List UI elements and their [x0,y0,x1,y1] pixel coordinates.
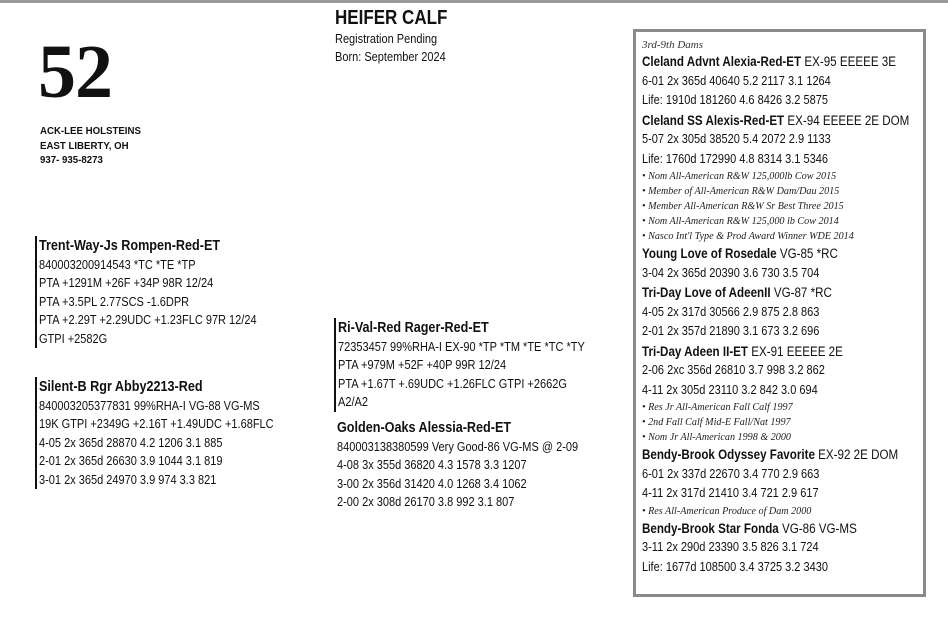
dam-record: 6-01 2x 365d 40640 5.2 2117 3.1 1264 [642,73,831,88]
dam-entry-name [642,52,896,72]
consignor-block [40,124,141,168]
consignor-name: ACK-LEE HOLSTEINS [40,125,141,137]
dam-name: Bendy-Brook Odyssey Favorite [642,447,815,462]
dam-name: Tri-Day Love of AdeenII [642,285,771,300]
dam-block [35,377,306,489]
dam-sire-line: 72353457 99%RHA-I EX-90 *TP *TM *TE *TC *TY [338,340,585,354]
dam-score: EX-91 EEEEE 2E [748,343,843,359]
sire-line: GTPI +2582G [39,331,108,346]
dam-record: 3-11 2x 290d 23390 3.5 826 3.1 724 [642,540,819,554]
dam-award-note: • Nom Jr All-American 1998 & 2000 [642,431,791,443]
dam-record: 4-05 2x 317d 30566 2.9 875 2.8 863 [642,304,820,319]
granddam-line: 3-00 2x 356d 31420 4.0 1268 3.4 1062 [337,476,527,491]
granddam-line: 2-00 2x 308d 26170 3.8 992 3.1 807 [337,495,515,510]
dam-score: VG-87 *RC [770,285,832,300]
dam-sire-block [334,318,618,412]
dam-score: EX-95 EEEEE 3E [801,54,896,69]
dams-header: 3rd-9th Dams [642,39,704,51]
dam-record: Life: 1910d 181260 4.6 8426 3.2 5875 [642,93,828,107]
dam-entry-name [642,342,884,362]
dam-entry-name [642,111,910,131]
dam-sire-line: PTA +979M +52F +40P 99R 12/24 [338,358,507,373]
dam-score: VG-85 *RC [776,246,838,261]
sire-line: PTA +1291M +26F +34P 98R 12/24 [39,276,214,291]
lot-number: 52 [38,30,112,114]
registration-status: Registration Pending [335,32,438,46]
dam-score: VG-86 VG-MS [778,520,857,536]
dam-record: 5-07 2x 305d 38520 5.4 2072 2.9 1133 [642,132,831,146]
dam-award-note: • Member All-American R&W Sr Best Three 2015 [642,200,844,212]
dam-award-note: • Res All-American Produce of Dam 2000 [642,504,812,517]
sire-line: PTA +2.29T +2.29UDC +1.23FLC 97R 12/24 [39,313,257,328]
sire-block [35,236,286,348]
granddam-name: Golden-Oaks Alessia-Red-ET [337,420,512,436]
dam-score: EX-94 EEEEE 2E DOM [784,112,910,128]
dam-entry-name [642,244,884,264]
dam-award-note: • 2nd Fall Calf Mid-E Fall/Nat 1997 [642,416,791,428]
granddam-block [337,418,611,512]
dam-name: Silent-B Rgr Abby2213-Red [39,379,203,395]
dam-line: 3-01 2x 365d 24970 3.9 974 3.3 821 [39,472,217,487]
dam-name: Tri-Day Adeen II-ET [642,343,749,359]
dam-award-note: • Member of All-American R&W Dam/Dau 2015 [642,185,840,197]
dam-award-note: • Nasco Int'l Type & Prod Award Winner WDE 2014 [642,230,854,242]
dam-record: Life: 1760d 172990 4.8 8314 3.1 5346 [642,151,828,166]
dam-record: Life: 1677d 108500 3.4 3725 3.2 3430 [642,559,828,574]
top-rule [0,0,948,3]
dam-line: 2-01 2x 365d 26630 3.9 1044 3.1 819 [39,454,223,469]
dam-record: 2-06 2xc 356d 26810 3.7 998 3.2 862 [642,363,825,377]
dam-line: 840003205377831 99%RHA-I VG-88 VG-MS [39,399,260,413]
animal-type: HEIFER CALF [335,7,448,29]
dam-award-note: • Res Jr All-American Fall Calf 1997 [642,401,793,413]
dam-name: Cleland SS Alexis-Red-ET [642,112,785,128]
sire-line: 840003200914543 *TC *TE *TP [39,258,196,272]
sire-line: PTA +3.5PL 2.77SCS -1.6DPR [39,294,190,309]
dam-sire-line: A2/A2 [338,395,368,410]
dam-record: 4-11 2x 317d 21410 3.4 721 2.9 617 [642,486,819,500]
dam-record: 2-01 2x 357d 21890 3.1 673 3.2 696 [642,324,820,338]
dam-name: Bendy-Brook Star Fonda [642,520,779,536]
dam-sire-name: Ri-Val-Red Rager-Red-ET [338,320,489,336]
granddam-line: 4-08 3x 355d 36820 4.3 1578 3.3 1207 [337,458,527,473]
dam-record: 3-04 2x 365d 20390 3.6 730 3.5 704 [642,265,820,280]
dam-line: 19K GTPI +2349G +2.16T +1.49UDC +1.68FLC [39,417,274,432]
dam-name: Young Love of Rosedale [642,246,777,261]
dam-list [642,52,923,577]
dam-score: EX-92 2E DOM [814,447,899,462]
dam-entry-name [642,519,884,539]
animal-header [335,6,467,66]
maternal-dams-box [633,29,926,597]
dam-entry-name [642,283,884,303]
dam-record: 4-11 2x 305d 23110 3.2 842 3.0 694 [642,382,818,397]
granddam-line: 840003138380599 Very Good-86 VG-MS @ 2-09 [337,440,579,454]
dam-record: 6-01 2x 337d 22670 3.4 770 2.9 663 [642,466,820,481]
dam-award-note: • Nom All-American R&W 125,000lb Cow 2015 [642,170,837,182]
dam-sire-line: PTA +1.67T +.69UDC +1.26FLC GTPI +2662G [338,376,567,391]
dam-entry-name [642,445,899,465]
dam-line: 4-05 2x 365d 28870 4.2 1206 3.1 885 [39,435,223,450]
consignor-phone: 937- 935-8273 [40,154,103,166]
sire-name: Trent-Way-Js Rompen-Red-ET [39,238,221,254]
consignor-location: EAST LIBERTY, OH [40,139,129,152]
dam-name: Cleland Advnt Alexia-Red-ET [642,54,802,69]
dam-award-note: • Nom All-American R&W 125,000 lb Cow 2014 [642,215,839,227]
birth-date: Born: September 2024 [335,50,446,64]
